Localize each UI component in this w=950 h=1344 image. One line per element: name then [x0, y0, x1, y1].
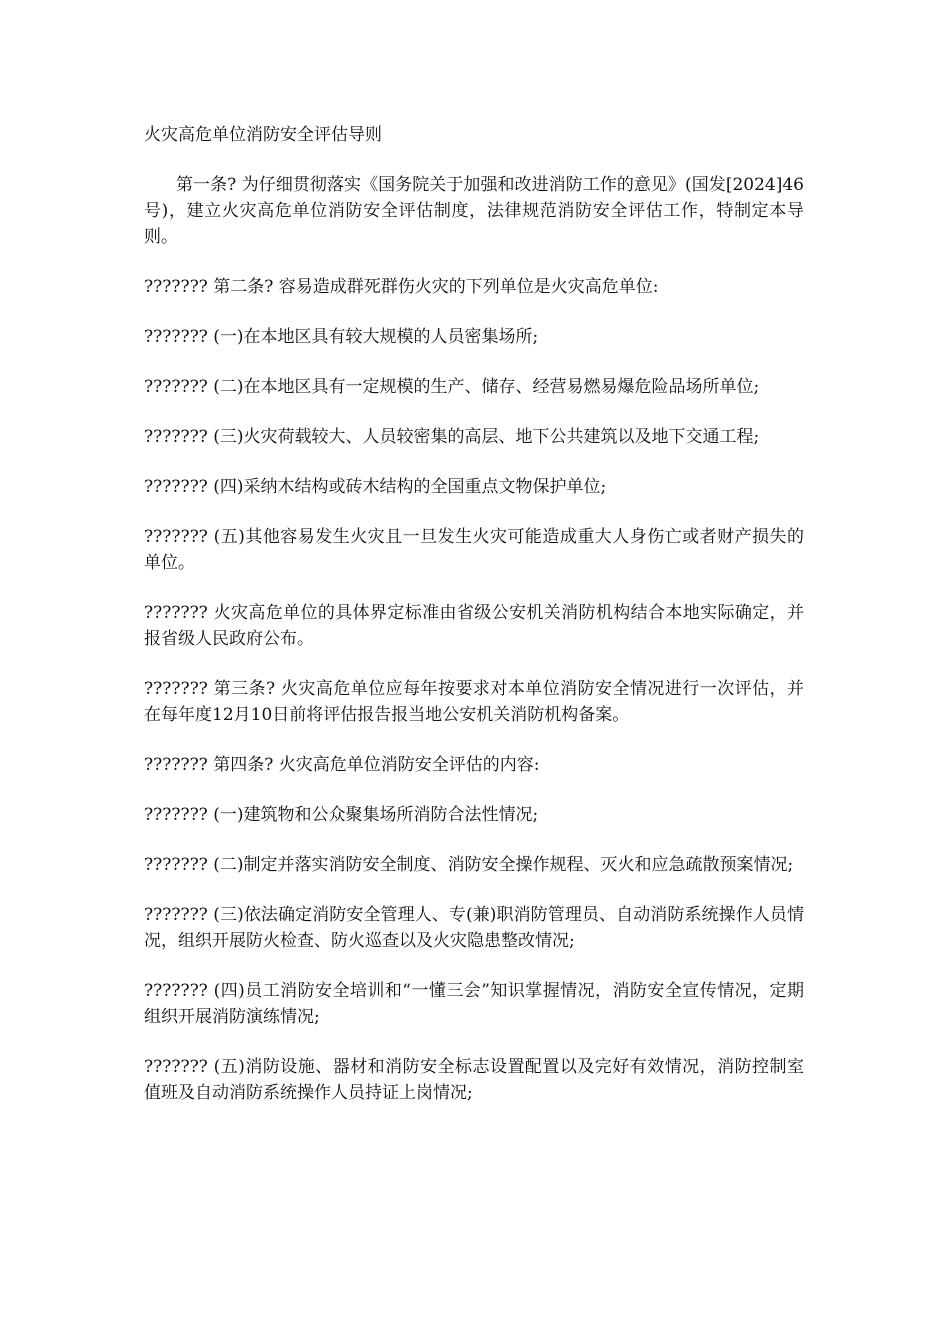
paragraph-item: ??????? (一)在本地区具有较大规模的人员密集场所;	[144, 327, 539, 347]
paragraph-article-1: 第一条? 为仔细贯彻落实《国务院关于加强和改进消防工作的意见》(国发[2024]46号)，建立火灾高危单位消防安全评估制度，法律规范消防安全评估工作，特制定本导则。	[144, 175, 804, 247]
document-body	[144, 122, 804, 1130]
paragraph-note: ??????? 火灾高危单位的具体界定标准由省级公安机关消防机构结合本地实际确定，并报省级人民政府公布。	[144, 603, 804, 649]
paragraph-item: ??????? (五)其他容易发生火灾且一旦发生火灾可能造成重大人身伤亡或者财产损失的单位。	[144, 527, 804, 573]
paragraph-item: ??????? (四)员工消防安全培训和“一懂三会”知识掌握情况，消防安全宣传情况，定期组织开展消防演练情况;	[144, 981, 804, 1027]
paragraph-item: ??????? (一)建筑物和公众聚集场所消防合法性情况;	[144, 805, 539, 825]
paragraph-article-2: ??????? 第二条? 容易造成群死群伤火灾的下列单位是火灾高危单位:	[144, 277, 659, 297]
paragraph-item: ??????? (二)制定并落实消防安全制度、消防安全操作规程、灭火和应急疏散预案情况;	[144, 855, 794, 875]
paragraph-article-4: ??????? 第四条? 火灾高危单位消防安全评估的内容:	[144, 755, 540, 775]
paragraph-item: ??????? (五)消防设施、器材和消防安全标志设置配置以及完好有效情况，消防控制室值班及自动消防系统操作人员持证上岗情况;	[144, 1057, 804, 1103]
document-title: 火灾高危单位消防安全评估导则	[144, 125, 382, 145]
paragraph-article-3: ??????? 第三条? 火灾高危单位应每年按要求对本单位消防安全情况进行一次评估，并在每年度12月10日前将评估报告报当地公安机关消防机构备案。	[144, 679, 804, 725]
paragraph-item: ??????? (二)在本地区具有一定规模的生产、储存、经营易燃易爆危险品场所单位;	[144, 377, 760, 397]
paragraph-item: ??????? (三)火灾荷载较大、人员较密集的高层、地下公共建筑以及地下交通工程;	[144, 427, 760, 447]
paragraph-item: ??????? (三)依法确定消防安全管理人、专(兼)职消防管理员、自动消防系统操作人员情况，组织开展防火检查、防火巡查以及火灾隐患整改情况;	[144, 905, 804, 951]
paragraph-item: ??????? (四)采纳木结构或砖木结构的全国重点文物保护单位;	[144, 477, 607, 497]
